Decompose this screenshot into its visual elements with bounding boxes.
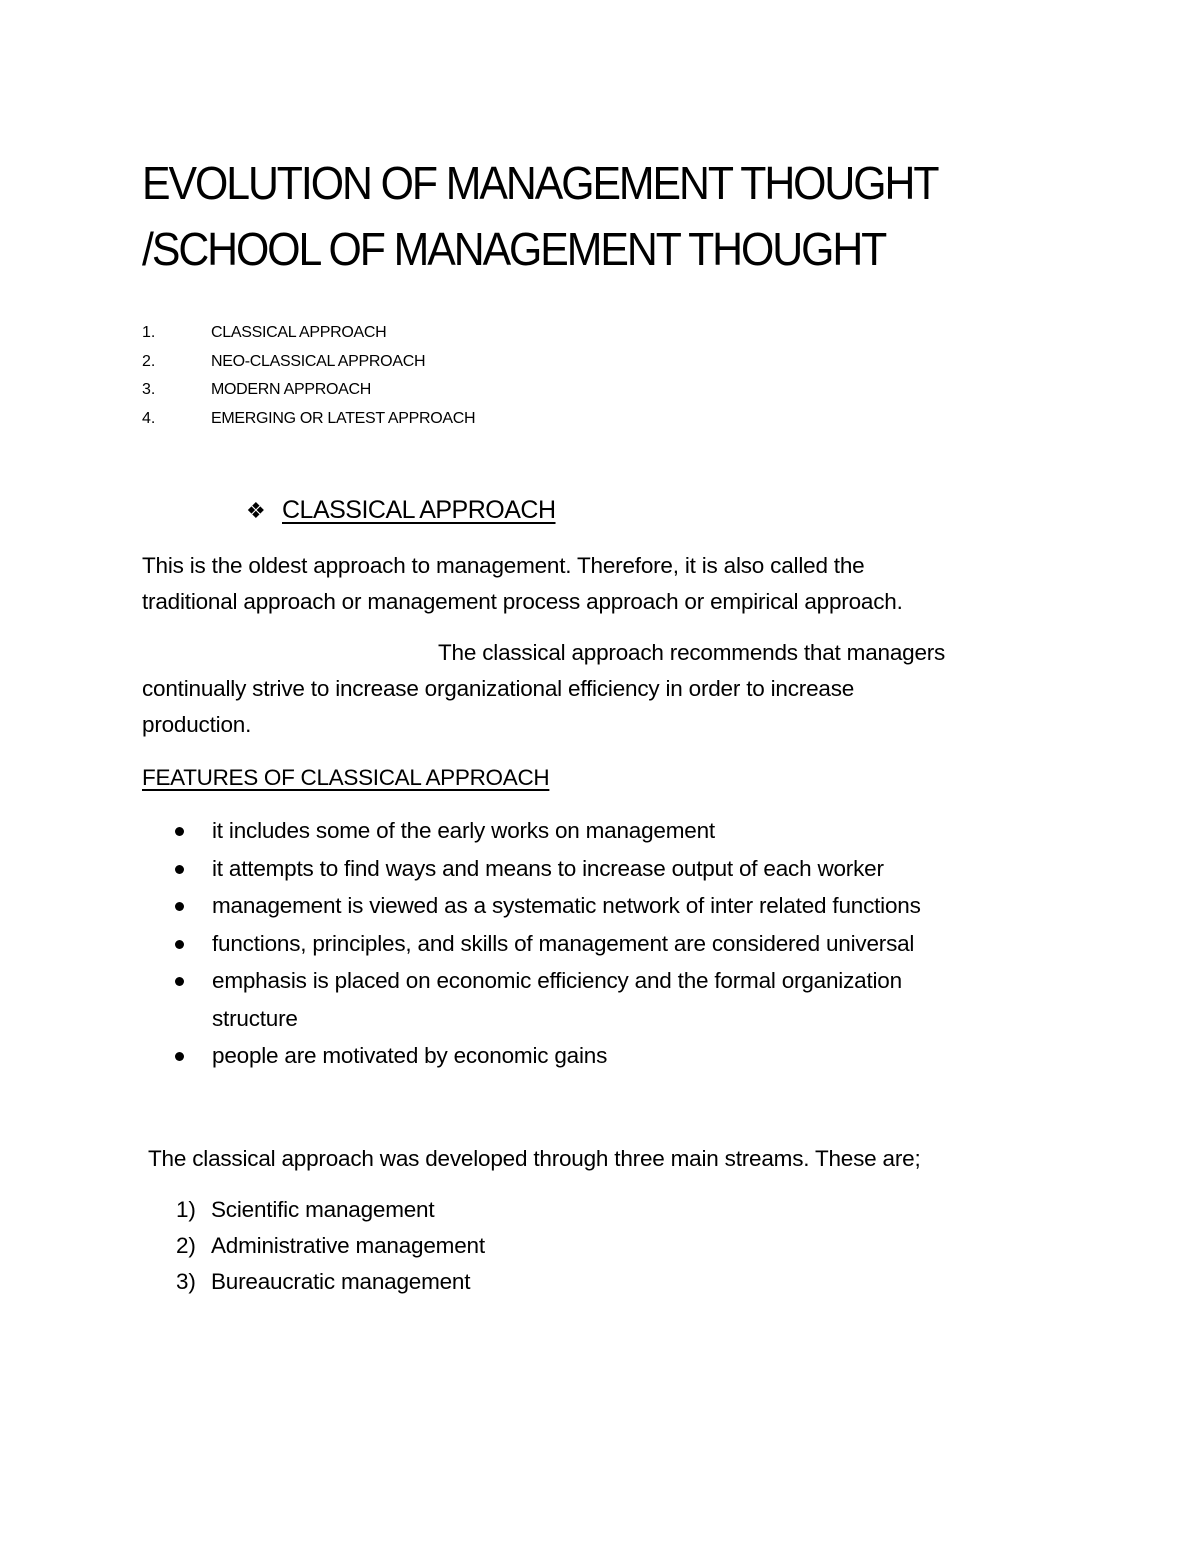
list-item-text: it attempts to find ways and means to increase output of each worker — [212, 855, 884, 881]
list-number: 1. — [142, 324, 156, 341]
bullet-icon — [175, 977, 184, 986]
list-label: Scientific management — [211, 1197, 435, 1222]
list-item — [142, 850, 921, 888]
title-line-2: /SCHOOL OF MANAGEMENT THOUGHT — [142, 223, 886, 275]
paragraph-oldest-approach — [142, 548, 903, 620]
bullet-icon — [175, 940, 184, 949]
list-number: 1) — [176, 1197, 196, 1222]
paragraph-line: production. — [142, 712, 252, 737]
list-label: EMERGING OR LATEST APPROACH — [211, 409, 476, 427]
list-item — [142, 319, 475, 348]
bullet-icon — [175, 827, 184, 836]
list-item — [142, 348, 475, 377]
paragraph-recommendation — [142, 635, 945, 743]
list-item-text-continued: structure — [212, 1005, 298, 1031]
features-list — [142, 812, 921, 1075]
list-item-text: emphasis is placed on economic efficiency and the formal organization — [212, 968, 902, 993]
paragraph-line: traditional approach or management process approach or empirical approach. — [142, 589, 903, 614]
list-item — [142, 887, 921, 925]
list-item — [142, 1264, 485, 1300]
list-number: 2. — [142, 352, 156, 370]
bullet-icon — [175, 1052, 184, 1061]
paragraph-line: The classical approach recommends that managers — [438, 640, 946, 665]
list-item — [142, 1037, 921, 1075]
list-item — [142, 1192, 485, 1228]
title-line-1: EVOLUTION OF MANAGEMENT THOUGHT — [142, 157, 938, 209]
paragraph-three-streams: The classical approach was developed through three main streams. These are; — [148, 1146, 921, 1171]
document-title — [142, 150, 1035, 282]
paragraph-line: continually strive to increase organizational efficiency in order to increase — [142, 676, 855, 701]
bullet-icon — [175, 902, 184, 911]
list-label: MODERN APPROACH — [211, 381, 371, 398]
list-item — [142, 812, 921, 850]
streams-list — [142, 1192, 485, 1300]
approach-list — [142, 319, 475, 433]
list-number: 4. — [142, 409, 156, 427]
list-item-text: people are motivated by economic gains — [212, 1043, 608, 1068]
list-label: CLASSICAL APPROACH — [211, 324, 387, 341]
list-number: 2) — [176, 1233, 196, 1258]
diamond-bullet-icon: ❖ — [246, 498, 266, 523]
list-label: Administrative management — [211, 1233, 485, 1258]
list-label: NEO-CLASSICAL APPROACH — [211, 352, 426, 370]
features-heading: FEATURES OF CLASSICAL APPROACH — [142, 765, 550, 790]
list-item — [142, 962, 921, 1037]
section-heading-text: CLASSICAL APPROACH — [282, 496, 556, 524]
list-item — [142, 405, 475, 434]
list-item — [142, 1228, 485, 1264]
list-number: 3) — [176, 1269, 196, 1294]
list-item-text: management is viewed as a systematic network of inter related functions — [212, 893, 921, 918]
list-number: 3. — [142, 381, 156, 398]
list-item-text: functions, principles, and skills of management are considered universal — [212, 930, 915, 956]
list-item — [142, 925, 921, 963]
list-label: Bureaucratic management — [211, 1269, 471, 1294]
section-heading-classical — [246, 492, 556, 529]
list-item-text: it includes some of the early works on management — [212, 818, 715, 843]
list-item — [142, 376, 475, 405]
bullet-icon — [175, 865, 184, 874]
paragraph-line: This is the oldest approach to management. Therefore, it is also called the — [142, 553, 865, 578]
